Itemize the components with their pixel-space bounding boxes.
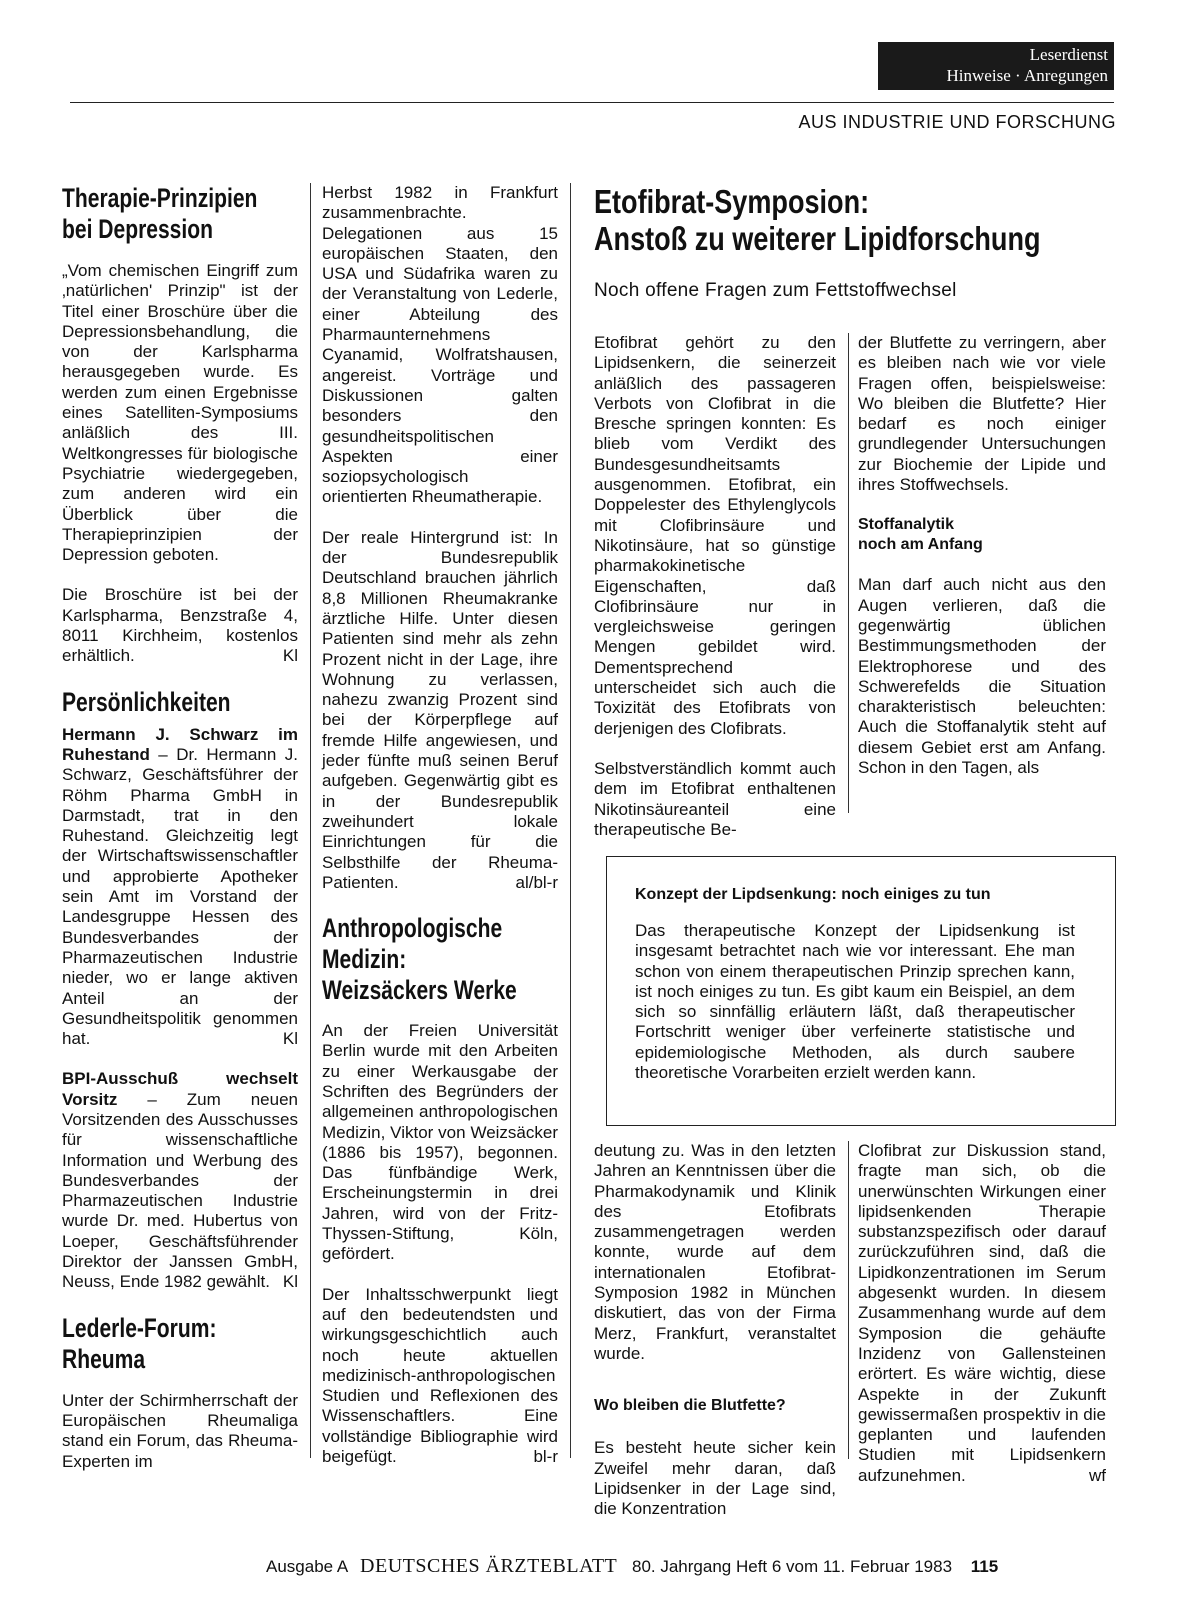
column-1 [62,183,298,1492]
column-divider [310,183,311,1458]
author-sig: Kl [282,1029,298,1049]
header-rule [70,102,1114,103]
box-text: Das therapeutische Konzept der Lipidsenkung ist insgesamt betrachtet nach wie vor interessant. Ehe man schon von einem therapeutischen Prinzip sprechen kann, ist noch einiges zu tun. Es gibt kaum ein Beispiel, an dem sich so sinnfällig erläutern läßt, daß therapeutischer Fortschritt weniger über verfeinerte statistische und epidemiologische Methoden, als durch saubere theoretische Vorarbeiten erzielt werden kann. [635,921,1075,1083]
paragraph: Man darf auch nicht aus den Augen verlieren, daß die gegenwärtig üblichen Bestimmungsmethoden der Elektrophorese und des Schwerefelds die Situation charakteristisch beleuchten: Auch die Stoffanalytik steht auf diesem Gebiet erst am Anfang. Schon in den Tagen, als [858,575,1106,778]
paragraph: Es besteht heute sicher kein Zweifel mehr daran, daß Lipidsenker in der Lage sind, die Konzentration [594,1438,836,1519]
paragraph: „Vom chemischen Eingriff zum ‚natürlichen' Prinzip" ist der Titel einer Broschüre über die Depressionsbehandlung, die von der Karlspharma herausgegeben wurde. Es werden zum einen Ergebnisse eines Satelliten-Symposiums anläßlich des III. Weltkongresses für biologische Psychiatrie wiedergegeben, zum anderen wird ein Überblick über die Therapieprinzipien der Depression geboten. [62,261,298,565]
paragraph: der Blutfette zu verringern, aber es bleiben nach wie vor viele Fragen offen, beispielsweise: Wo bleiben die Blutfette? Hier bedarf es noch einiger grundlegender Untersuchungen zur Biochemie der Lipide und ihres Stoffwechsels. [858,333,1106,495]
badge-line2: Hinweise · Anregungen [946,66,1108,85]
author-sig: Kl [282,646,298,666]
footer-issue: 80. Jahrgang Heft 6 vom 11. Februar 1983 [632,1557,953,1576]
leserdienst-badge [878,42,1114,90]
main-subtitle: Noch offene Fragen zum Fettstoffwechsel [594,280,957,301]
heading-therapie-l2: bei Depression [62,214,213,244]
paragraph: Die Broschüre ist bei der Karlspharma, Benzstraße 4, 8011 Kirchheim, kostenlos erhältlich. Kl [62,585,298,666]
column-divider [848,333,849,813]
paragraph: Unter der Schirmherrschaft der Europäischen Rheumaliga stand ein Forum, das Rheuma-Experten im [62,1390,298,1471]
heading-therapie-l1: Therapie-Prinzipien [62,183,258,213]
heading-anthropologische-l1: Anthropologische [322,913,503,944]
paragraph: Herbst 1982 in Frankfurt zusammenbrachte. Delegationen aus 15 europäischen Staaten, den USA und Südafrika waren zu der Veranstaltung von Lederle, einer Abteilung des Pharmaunternehmens Cyanamid, Wolfratshausen, angereist. Vorträge und Diskussionen galten besonders den gesundheitspolitischen Aspekten einer soziopsychologisch orientierten Rheumatherapie. [322,183,558,507]
footer [266,1555,998,1578]
main-column-a [594,333,836,860]
heading-lederle-l1: Lederle-Forum: [62,1312,217,1343]
paragraph: deutung zu. Was in den letzten Jahren an Kenntnissen über die Pharmakodynamik und Klinik des Etofibrats zusammengetragen werden konnte, wurde auf dem internationalen Etofibrat-Symposion 1982 in München diskutiert, das von der Firma Merz, Frankfurt, veranstaltet wurde. [594,1141,836,1363]
main-column-d [858,1141,1106,1506]
column-divider [848,1141,849,1459]
subheading-blutfette: Wo bleiben die Blutfette? [594,1397,786,1415]
author-sig: bl-r [533,1447,558,1467]
paragraph: Hermann J. Schwarz im Ruhestand – Dr. Hermann J. Schwarz, Geschäftsführer der Röhm Pharma GmbH in Darmstadt, trat in den Ruhestand. Gleichzeitig legt der Wirtschaftswissenschaftler und approbierte Apotheker sein Amt im Vorstand der Landesgruppe Hessen des Bundesverbandes der Pharmazeutischen Industrie nieder, wo er lange aktiven Anteil an der Gesundheitspolitik genommen hat. Kl [62,724,298,1049]
paragraph: Etofibrat gehört zu den Lipidsenkern, die seinerzeit anläßlich des passageren Verbots von Clofibrat in die Bresche springen konnten: Es blieb vom Verdikt des Bundesgesundheitsamts ausgenommen. Etofibrat, ein Doppelester des Ethylenglycols mit Clofibrinsäure und Nikotinsäure, hat so günstige pharmakokinetische Eigenschaften, daß Clofibrinsäure nur in vergleichsweise geringen Mengen gebildet wird. Dementsprechend unterscheidet sich auch die Toxizität des Etofibrats von derjenigen des Clofibrats. [594,333,836,738]
main-title-l1: Etofibrat-Symposion: [594,183,870,220]
info-box [606,856,1116,1126]
subheading-stoffanalytik-l1: Stoffanalytik [858,516,955,534]
footer-edition: Ausgabe A [266,1557,348,1576]
main-column-b [858,333,1106,798]
heading-persoenlichkeiten: Persönlichkeiten [62,686,231,717]
section-label: AUS INDUSTRIE UND FORSCHUNG [798,112,1116,132]
main-column-c [594,1141,836,1539]
column-divider [570,183,571,1458]
author-sig: wf [1089,1465,1106,1485]
heading-lederle-l2: Rheuma [62,1343,146,1374]
author-sig: al/bl-r [515,872,558,892]
subheading-stoffanalytik-l2: noch am Anfang [858,536,983,554]
footer-page-number: 115 [970,1557,999,1576]
heading-anthropologische-l3: Weizsäckers Werke [322,975,517,1006]
paragraph: Selbstverständlich kommt auch dem im Etofibrat enthaltenen Nikotinsäureanteil eine therapeutische Be- [594,758,836,839]
badge-line1: Leserdienst [1029,45,1108,64]
author-sig: Kl [282,1272,298,1292]
main-article-title [594,183,1114,257]
column-2 [322,183,558,1487]
paragraph: Der reale Hintergrund ist: In der Bundesrepublik Deutschland brauchen jährlich 8,8 Millionen Rheumakranke ärztliche Hilfe. Unter diesen Patienten sind mehr als zehn Prozent nicht in der Lage, ihre Wohnung zu verlassen, nahezu zwanzig Prozent sind bei der Körperpflege auf fremde Hilfe angewiesen, und jeder fünfte muß seinen Beruf aufgeben. Gegenwärtig gibt es in der Bundesrepublik zweihundert lokale Einrichtungen für die Selbsthilfe der Rheuma-Patienten. al/bl-r [322,527,558,892]
box-title: Konzept der Lipdsenkung: noch einiges zu tun [635,886,991,903]
paragraph: Der Inhaltsschwerpunkt liegt auf den bedeutendsten und wirkungsgeschichtlich auch noch heute aktuellen medizinisch-anthropologischen Studien und Reflexionen des Wissenschaftlers. Eine vollständige Bibliographie wird beigefügt. bl-r [322,1284,558,1467]
footer-journal: DEUTSCHES ÄRZTEBLATT [360,1555,618,1577]
heading-anthropologische-l2: Medizin: [322,944,407,975]
paragraph: BPI-Ausschuß wechselt Vorsitz – Zum neuen Vorsitzenden des Ausschusses für wissenschaftliche Information und Werbung des Bundesverbandes der Pharmazeutischen Industrie wurde Dr. med. Hubertus von Loeper, Geschäftsführender Direktor der Janssen GmbH, Neuss, Ende 1982 gewählt. Kl [62,1069,298,1292]
main-title-l2: Anstoß zu weiterer Lipidforschung [594,220,1041,257]
paragraph: An der Freien Universität Berlin wurde mit den Arbeiten zu einer Werkausgabe der Schriften des Begründers der allgemeinen anthropologischen Medizin, Viktor von Weizsäcker (1886 bis 1957), begonnen. Das fünfbändige Werk, Erscheinungstermin in drei Jahren, wird von der Fritz-Thyssen-Stiftung, Köln, gefördert. [322,1021,558,1264]
paragraph: Clofibrat zur Diskussion stand, fragte man sich, ob die unerwünschten Wirkungen einer lipidsenkenden Therapie substanzspezifisch oder darauf zurückzuführen sind, daß die Lipidkonzentrationen im Serum abgesenkt wurden. In diesem Zusammenhang wurde auf dem Symposion die gehäufte Inzidenz von Gallensteinen erörtert. Es wäre wichtig, diese Aspekte in der Zukunft gewissermaßen prospektiv in die geplanten und laufenden Studien mit Lipidsenkern aufzunehmen. wf [858,1141,1106,1485]
